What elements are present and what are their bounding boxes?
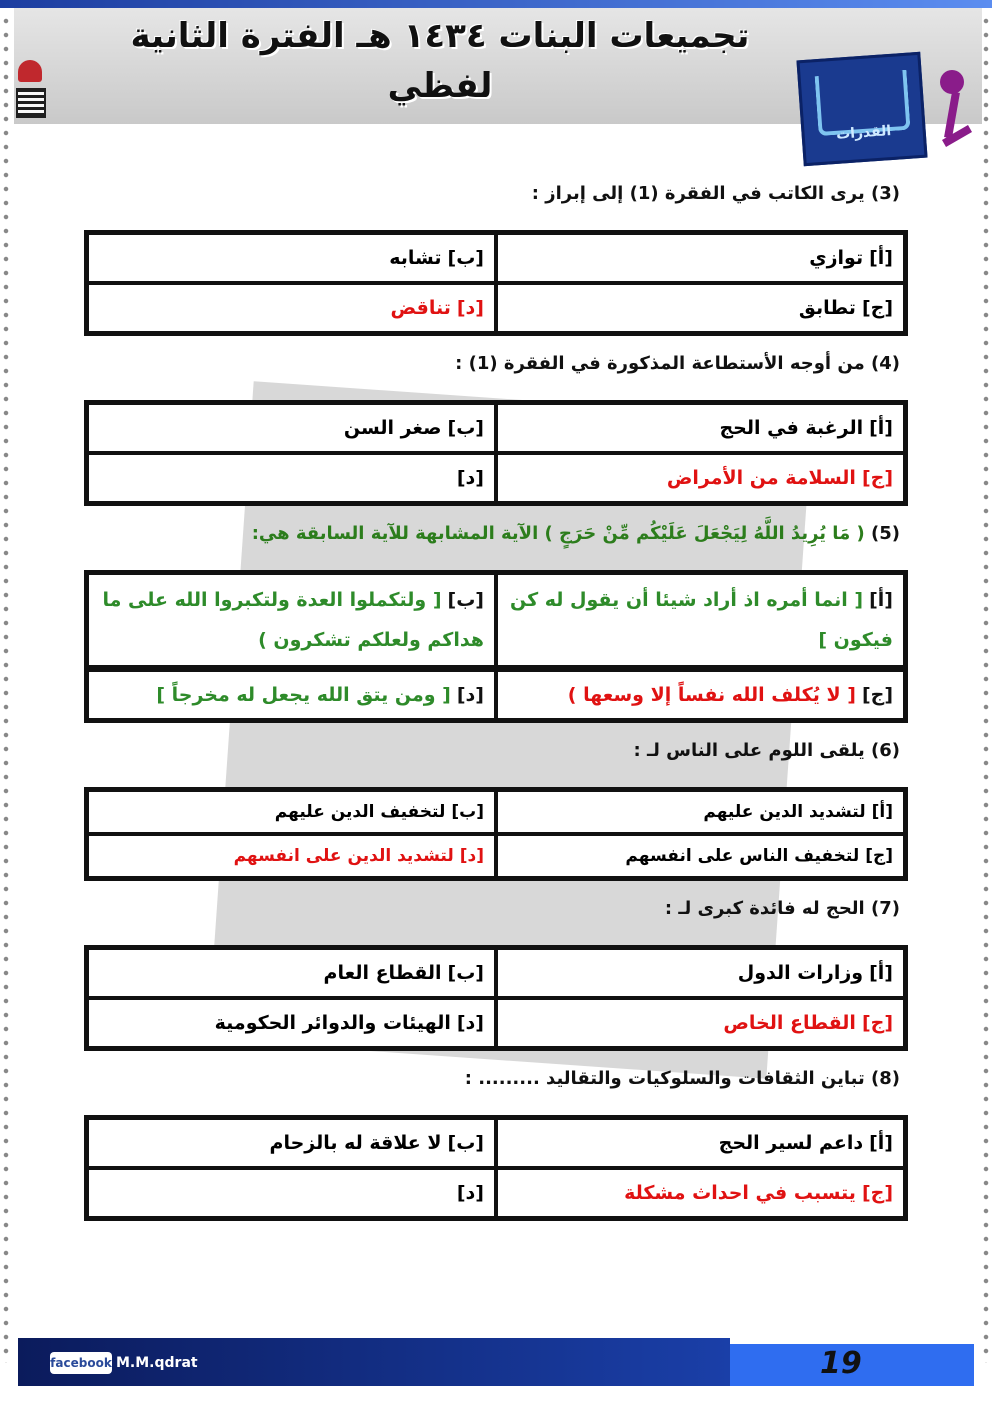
quran-verse-quote: ( مَا يُرِيدُ اللَّهُ لِيَجْعَلَ عَلَيْكُم مِّنْ حَرَجٍ )	[544, 523, 865, 544]
left-border-decoration	[1, 14, 11, 1363]
page-number: 19	[820, 1346, 862, 1381]
question-number: (4)	[871, 353, 900, 374]
question-text: الآية المشابهة للآية السابقة هي:	[251, 523, 539, 544]
option-c[interactable]: [ج][ لا يُكلف الله نفساً إلا وسعها )	[496, 670, 905, 720]
right-border-decoration	[981, 14, 991, 1363]
option-c[interactable]: [ج]القطاع الخاص	[496, 998, 905, 1048]
option-b[interactable]: [ب]صغر السن	[87, 403, 496, 453]
option-a[interactable]: [أ]لتشديد الدين عليهم	[496, 790, 905, 834]
option-b[interactable]: [ب]القطاع العام	[87, 948, 496, 998]
qr-code-icon	[16, 88, 46, 118]
option-d[interactable]: [د]الهيئات والدوائر الحكومية	[87, 998, 496, 1048]
question-6	[84, 733, 908, 769]
question-text: يلقى اللوم على الناس لـ :	[633, 740, 865, 761]
answer-table-5	[84, 570, 908, 670]
option-c[interactable]: [ج]السلامة من الأمراض	[496, 453, 905, 503]
option-a[interactable]: [أ]وزارات الدول	[496, 948, 905, 998]
page-footer	[0, 1338, 992, 1386]
option-b[interactable]: [ب]لا علاقة له بالزحام	[87, 1118, 496, 1168]
question-text: تباين الثقافات والسلوكيات والتقاليد ......... :	[464, 1068, 865, 1089]
question-8	[84, 1061, 908, 1097]
question-text: من أوجه الأستطاعة المذكورة في الفقرة (1) :	[455, 353, 865, 374]
page-title: تجميعات البنات ١٤٣٤ هـ الفترة الثانية	[130, 16, 750, 56]
option-d[interactable]: [د]تناقض	[87, 283, 496, 333]
option-b[interactable]: [ب]تشابه	[87, 233, 496, 283]
question-number: (3)	[871, 183, 900, 204]
question-number: (8)	[871, 1068, 900, 1089]
question-5	[84, 516, 908, 552]
option-d[interactable]: [د]	[87, 453, 496, 503]
answer-table-4	[84, 400, 908, 506]
option-c[interactable]: [ج]يتسبب في احداث مشكلة	[496, 1168, 905, 1218]
answer-table-6	[84, 787, 908, 881]
answer-table-7	[84, 945, 908, 1051]
option-c[interactable]: [ج]تطابق	[496, 283, 905, 333]
mascot-figure-icon	[932, 20, 976, 160]
logo-text: القدرات	[835, 123, 892, 143]
question-number: (7)	[871, 898, 900, 919]
question-number: (5)	[871, 523, 900, 544]
option-d[interactable]: [د][ ومن يتق الله يجعل له مخرجاً ]	[87, 670, 496, 720]
question-4	[84, 346, 908, 382]
option-a[interactable]: [أ][ انما أمره اذ أراد شيئا أن يقول له كن فيكون ]	[496, 573, 905, 667]
android-icon	[18, 60, 42, 82]
option-d[interactable]: [د]لتشديد الدين على انفسهم	[87, 834, 496, 878]
question-text: يرى الكاتب في الفقرة (1) إلى إبراز :	[531, 183, 865, 204]
question-text: الحج له فائدة كبرى لـ :	[664, 898, 865, 919]
option-d[interactable]: [د]	[87, 1168, 496, 1218]
facebook-page-name: M.M.qdrat	[116, 1355, 198, 1371]
option-c[interactable]: [ج]لتخفيف الناس على انفسهم	[496, 834, 905, 878]
option-b[interactable]: [ب]لتخفيف الدين عليهم	[87, 790, 496, 834]
option-a[interactable]: [أ]الرغبة في الحج	[496, 403, 905, 453]
facebook-icon[interactable]: facebook	[50, 1352, 112, 1374]
option-a[interactable]: [أ]داعم لسير الحج	[496, 1118, 905, 1168]
option-b[interactable]: [ب][ ولتكملوا العدة ولتكبروا الله على ما هداكم ولعلكم تشكرون )	[87, 573, 496, 667]
question-number: (6)	[871, 740, 900, 761]
questions-section	[84, 176, 908, 1231]
question-7	[84, 891, 908, 927]
answer-table-5-row2	[84, 667, 908, 723]
qudrat-logo	[796, 52, 927, 166]
page-subtitle: لفظي	[387, 66, 493, 106]
header-accent-stripe	[0, 0, 992, 8]
question-3	[84, 176, 908, 212]
answer-table-8	[84, 1115, 908, 1221]
answer-table-3	[84, 230, 908, 336]
page-header	[0, 0, 992, 143]
option-a[interactable]: [أ]توازي	[496, 233, 905, 283]
